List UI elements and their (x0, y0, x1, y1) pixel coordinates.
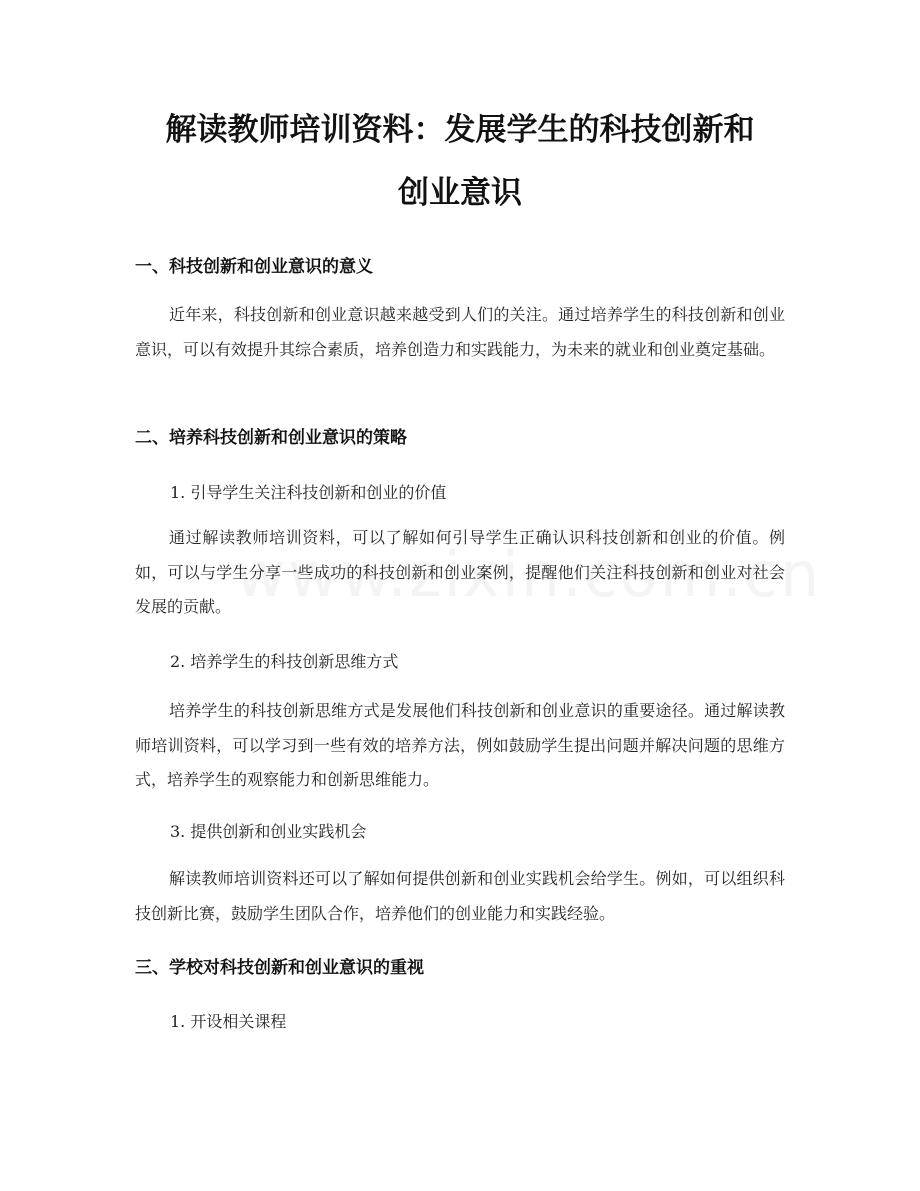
document-title-line-2: 创业意识 (398, 175, 522, 211)
section-1-paragraph: 近年来，科技创新和创业意识越来越受到人们的关注。通过培养学生的科技创新和创业意识，可以有效提升其综合素质，培养创造力和实践能力，为未来的就业和创业奠定基础。 (135, 305, 785, 359)
section-2-item-2-paragraph: 培养学生的科技创新思维方式是发展他们科技创新和创业意识的重要途径。通过解读教师培训资料，可以学习到一些有效的培养方法，例如鼓励学生提出问题并解决问题的思维方式，培养学生的观察能力和创新思维能力。 (135, 701, 785, 789)
section-2-item-3-label: 3. 提供创新和创业实践机会 (170, 822, 367, 841)
section-heading-2: 二、培养科技创新和创业意识的策略 (135, 428, 407, 448)
section-2-item-1-paragraph: 通过解读教师培训资料，可以了解如何引导学生正确认识科技创新和创业的价值。例如，可以与学生分享一些成功的科技创新和创业案例，提醒他们关注科技创新和创业对社会发展的贡献。 (135, 528, 785, 616)
section-2-item-3-paragraph: 解读教师培训资料还可以了解如何提供创新和创业实践机会给学生。例如，可以组织科技创新比赛，鼓励学生团队合作，培养他们的创业能力和实践经验。 (135, 869, 785, 923)
document-title-line-1: 解读教师培训资料：发展学生的科技创新和 (165, 112, 755, 148)
section-2-item-1-label: 1. 引导学生关注科技创新和创业的价值 (170, 483, 447, 502)
section-3-item-1-label: 1. 开设相关课程 (170, 1012, 287, 1031)
section-heading-3: 三、学校对科技创新和创业意识的重视 (135, 958, 424, 978)
section-heading-1: 一、科技创新和创业意识的意义 (135, 257, 373, 277)
section-2-item-2-label: 2. 培养学生的科技创新思维方式 (170, 652, 399, 671)
